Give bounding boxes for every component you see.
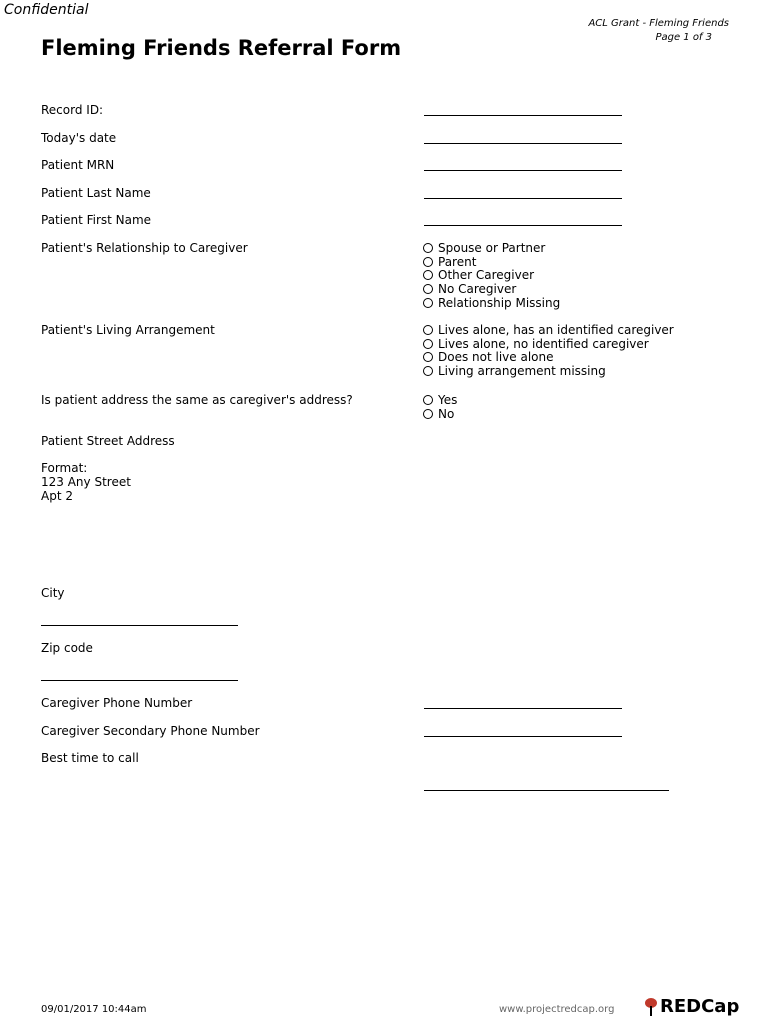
radio-circle-icon[interactable]	[423, 298, 433, 308]
redcap-logo: REDCap	[645, 996, 739, 1017]
last-name-field[interactable]	[424, 198, 622, 199]
page-number: Page 1 of 3	[655, 32, 712, 43]
same-address-label: Is patient address the same as caregiver's address?	[41, 393, 353, 407]
radio-option[interactable]: Relationship Missing	[423, 296, 560, 310]
radio-option[interactable]: No Caregiver	[423, 282, 560, 296]
city-label: City	[41, 586, 65, 600]
relationship-label: Patient's Relationship to Caregiver	[41, 241, 248, 255]
living-label: Patient's Living Arrangement	[41, 323, 215, 337]
radio-option[interactable]: No	[423, 407, 457, 421]
radio-option[interactable]: Lives alone, no identified caregiver	[423, 337, 674, 351]
relationship-options	[423, 241, 560, 309]
todays-date-label: Today's date	[41, 131, 117, 145]
first-name-label: Patient First Name	[41, 213, 152, 227]
caregiver-phone-field[interactable]	[424, 708, 622, 709]
redcap-mushroom-icon	[645, 998, 659, 1016]
radio-option[interactable]: Lives alone, has an identified caregiver	[423, 323, 674, 337]
caregiver-phone2-label: Caregiver Secondary Phone Number	[41, 724, 260, 738]
street-format-hint: Format: 123 Any Street Apt 2	[41, 461, 131, 503]
radio-circle-icon[interactable]	[423, 243, 433, 253]
zip-label: Zip code	[41, 641, 93, 655]
project-name: ACL Grant - Fleming Friends	[588, 18, 729, 29]
radio-circle-icon[interactable]	[423, 257, 433, 267]
same-address-options	[423, 393, 457, 420]
radio-circle-icon[interactable]	[423, 366, 433, 376]
confidential-label: Confidential	[4, 2, 89, 18]
radio-circle-icon[interactable]	[423, 352, 433, 362]
best-time-label: Best time to call	[41, 751, 139, 765]
last-name-label: Patient Last Name	[41, 186, 151, 200]
radio-option[interactable]: Does not live alone	[423, 350, 674, 364]
best-time-field[interactable]	[424, 790, 669, 791]
record-id-label: Record ID:	[41, 103, 104, 117]
todays-date-field[interactable]	[424, 143, 622, 144]
radio-circle-icon[interactable]	[423, 339, 433, 349]
radio-option[interactable]: Living arrangement missing	[423, 364, 674, 378]
first-name-field[interactable]	[424, 225, 622, 226]
radio-option[interactable]: Spouse or Partner	[423, 241, 560, 255]
patient-mrn-label: Patient MRN	[41, 158, 115, 172]
radio-option[interactable]: Yes	[423, 393, 457, 407]
radio-circle-icon[interactable]	[423, 395, 433, 405]
zip-field[interactable]	[41, 680, 238, 681]
radio-circle-icon[interactable]	[423, 325, 433, 335]
radio-option[interactable]: Other Caregiver	[423, 268, 560, 282]
page-header	[588, 17, 729, 45]
street-label: Patient Street Address	[41, 434, 175, 448]
city-field[interactable]	[41, 625, 238, 626]
footer-url: www.projectredcap.org	[499, 1004, 615, 1015]
record-id-field[interactable]	[424, 115, 622, 116]
living-options	[423, 323, 674, 378]
form-title: Fleming Friends Referral Form	[41, 36, 402, 60]
caregiver-phone2-field[interactable]	[424, 736, 622, 737]
footer-timestamp: 09/01/2017 10:44am	[41, 1004, 147, 1015]
radio-circle-icon[interactable]	[423, 284, 433, 294]
caregiver-phone-label: Caregiver Phone Number	[41, 696, 193, 710]
patient-mrn-field[interactable]	[424, 170, 622, 171]
radio-circle-icon[interactable]	[423, 270, 433, 280]
radio-circle-icon[interactable]	[423, 409, 433, 419]
radio-option[interactable]: Parent	[423, 255, 560, 269]
